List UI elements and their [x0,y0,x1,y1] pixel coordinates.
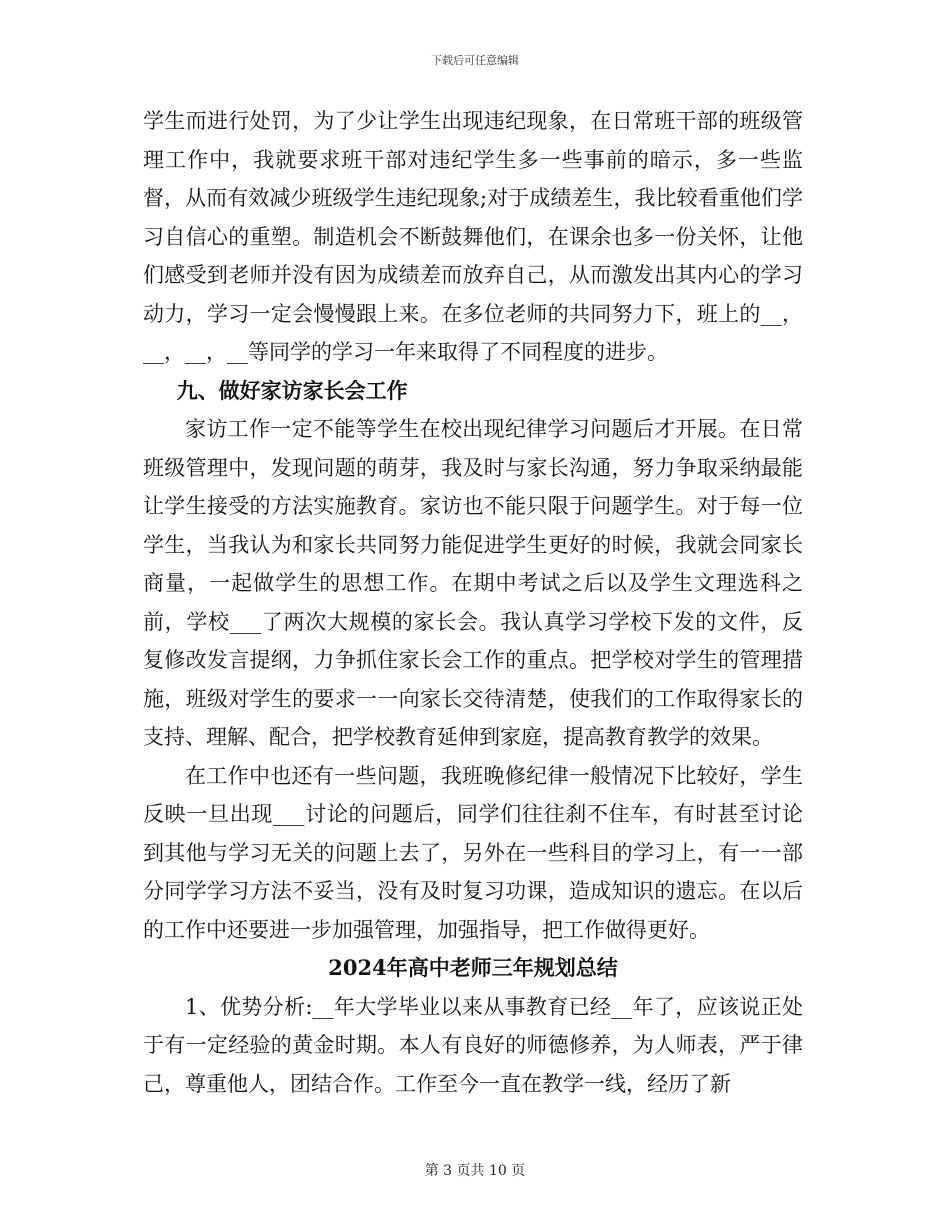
document-body [143,102,803,1103]
page-footer: 第 3 页共 10 页 [424,1163,526,1179]
paragraph-advantage-analysis: 1、优势分析:__年大学毕业以来从事教育已经__年了，应该说正处于有一定经验的黄金时期。本人有良好的师德修养，为人师表，严于律己，尊重他人，团结合作。工作至今一直在教学一线，经历了新 [143,994,803,1096]
paragraph-problems: 在工作中也还有一些问题，我班晚修纪律一般情况下比较好，学生反映一旦出现___讨论的问题后，同学们往往刹不住车，有时甚至讨论到其他与学习无关的问题上去了，另外在一些科目的学习上，有一一部分同学学习方法不妥当，没有及时复习功课，造成知识的遗忘。在以后的工作中还要进一步加强管理，加强指导，把工作做得更好。 [143,763,803,942]
page-header: 下载后可任意编辑 [431,54,519,67]
document-title: 2024年高中老师三年规划总结 [328,955,618,980]
section-heading-home-visits: 九、做好家访家长会工作 [176,377,408,403]
paragraph-home-visits: 家访工作一定不能等学生在校出现纪律学习问题后才开展。在日常班级管理中，发现问题的萌芽，我及时与家长沟通，努力争取采纳最能让学生接受的方法实施教育。家访也不能只限于问题学生。对于每一位学生，当我认为和家长共同努力能促进学生更好的时候，我就会同家长商量，一起做学生的思想工作。在期中考试之后以及学生文理选科之前，学校___了两次大规模的家长会。我认真学习学校下发的文件，反复修改发言提纲，力争抓住家长会工作的重点。把学校对学生的管理措施，班级对学生的要求一一向家长交待清楚，使我们的工作取得家长的支持、理解、配合，把学校教育延伸到家庭，提高教育教学的效果。 [143,417,803,749]
paragraph-discipline: 学生而进行处罚，为了少让学生出现违纪现象，在日常班干部的班级管理工作中，我就要求班干部对违纪学生多一些事前的暗示，多一些监督，从而有效减少班级学生违纪现象;对于成绩差生，我比较看重他们学习自信心的重塑。制造机会不断鼓舞他们，在课余也多一份关怀，让他们感受到老师并没有因为成绩差而放弃自己，从而激发出其内心的学习动力，学习一定会慢慢跟上来。在多位老师的共同努力下，班上的__，__，__，__等同学的学习一年来取得了不同程度的进步。 [143,109,803,364]
